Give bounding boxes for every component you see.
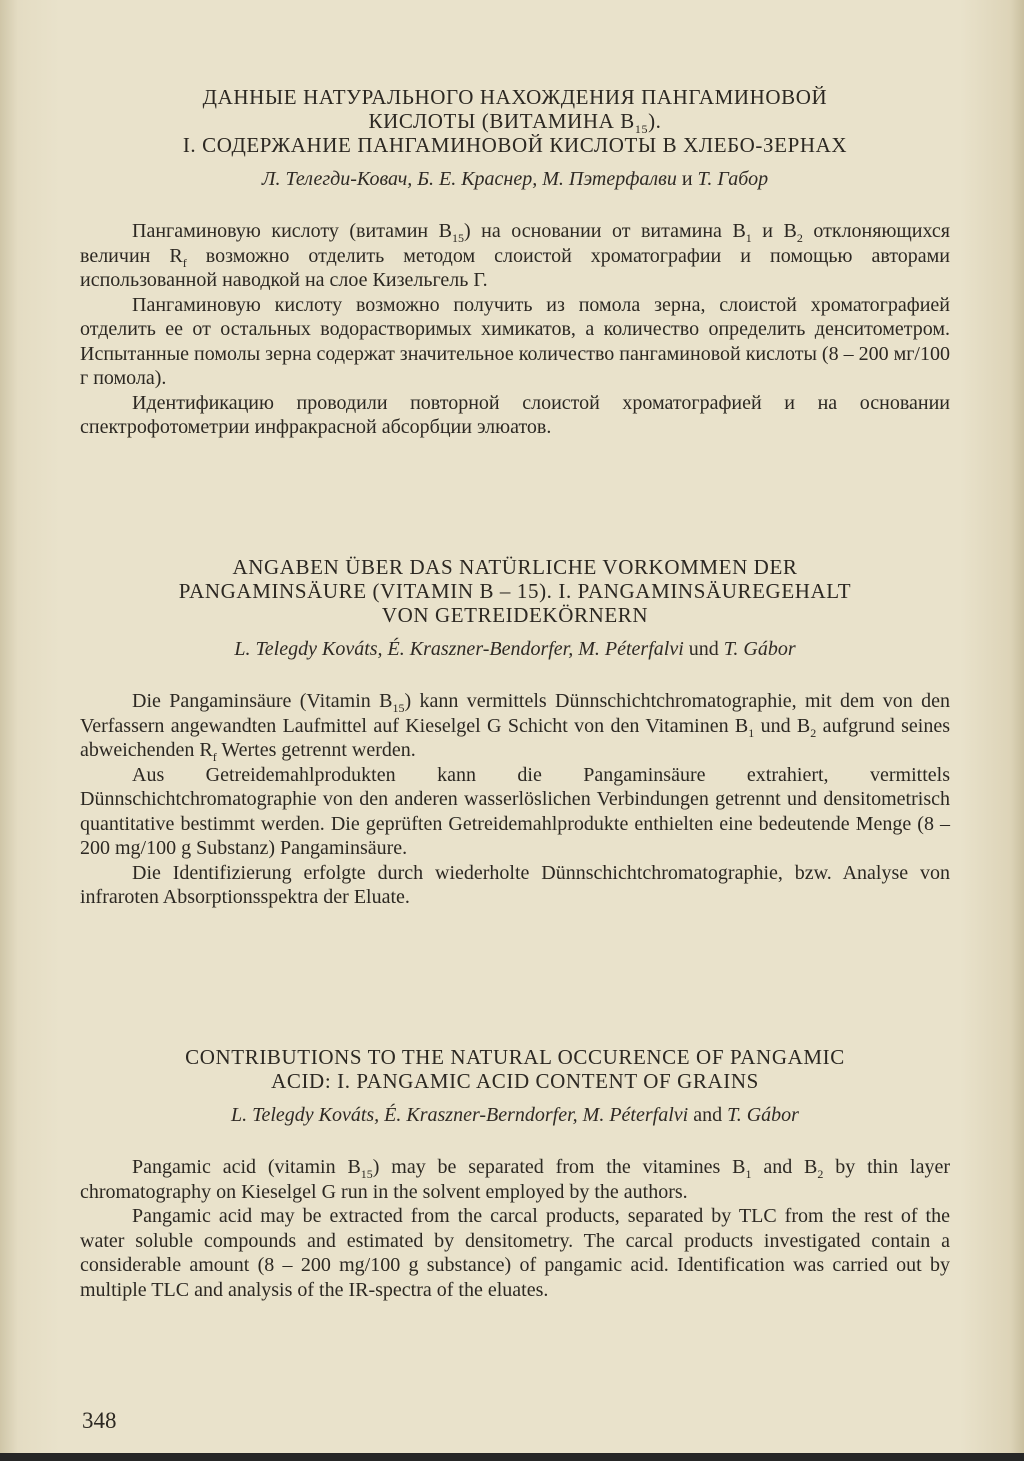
section-russian	[80, 85, 950, 440]
title-line: ACID: I. PANGAMIC ACID CONTENT OF GRAINS	[271, 1069, 759, 1093]
title-line: КИСЛОТЫ (ВИТАМИНА $B_{15}$).	[368, 109, 662, 137]
abstract-paragraph: Aus Getreidemahlprodukten kann die Pangaminsäure extrahiert, vermittels Dünnschichtchromatographie von den anderen wasserlöslichen Verbindungen getrennt und densitometrisch quantitative bestimmt werden. Die geprüften Getreidemahlprodukte enthielten eine bedeutende Menge (8 – 200 mg/100 g Substanz) Pangaminsäure.	[80, 763, 950, 859]
section-title	[80, 555, 950, 627]
abstract-paragraph: Pangamic acid (vitamin $B_{15}$) may be separated from the vitamines $B_1$ and $B_2$ by thin layer chromatography on Kieselgel G run in the solvent employed by the authors.	[80, 1156, 950, 1203]
page-number: 348	[82, 1408, 117, 1433]
section-german	[80, 555, 950, 910]
section-title	[80, 85, 950, 157]
abstract-paragraph: Die Pangaminsäure (Vitamin $B_{15}$) kann vermittels Dünnschichtchromatographie, mit dem von den Verfassern angewandten Laufmittel auf Kieselgel G Schicht von den Vitaminen $B_1$ und $B_2$ aufgrund seines abweichenden $R_f$ Wertes getrennt werden.	[80, 690, 951, 764]
abstract	[80, 1155, 950, 1302]
section-title	[80, 1045, 950, 1093]
abstract	[80, 219, 950, 440]
title-line: ДАННЫЕ НАТУРАЛЬНОГО НАХОЖДЕНИЯ ПАНГАМИНОВОЙ	[202, 85, 828, 109]
title-line: PANGAMINSÄURE (VITAMIN B – 15). I. PANGAMINSÄUREGEHALT	[178, 579, 852, 603]
abstract-paragraph: Die Identifizierung erfolgte durch wiederholte Dünnschichtchromatographie, bzw. Analyse von infraroten Absorptionsspektra der Eluate.	[80, 861, 950, 908]
abstract-paragraph: Пангаминовую кислоту (витамин $B_{15}$) на основании от витамина $B_1$ и $B_2$ отклоняющихся величин $R_f$ возможно отделить методом слоистой хроматографии и помощью авторами использованной наводкой на слое Кизельгель Г.	[80, 220, 950, 291]
abstract	[80, 689, 950, 910]
abstract-paragraph: Пангаминовую кислоту возможно получить из помола зерна, слоистой хроматографией отделить ее от остальных водорастворимых химикатов, а количество определить денситометром. Испытанные помолы зерна содержат значительное количество пангаминовой кислоты (8 – 200 мг/100 г помола).	[80, 293, 950, 389]
abstract-paragraph: Идентификацию проводили повторной слоистой хроматографией и на основании спектрофотометрии инфракрасной абсорбции элюатов.	[80, 391, 950, 438]
authors-line: Л. Телегди-Ковач, Б. Е. Краснер, М. Пэтерфалви и Т. Габор	[261, 168, 769, 190]
title-line: CONTRIBUTIONS TO THE NATURAL OCCURENCE OF PANGAMIC	[185, 1045, 845, 1069]
abstract-paragraph: Pangamic acid may be extracted from the carcal products, separated by TLC from the rest of the water soluble compounds and estimated by densitometry. The carcal products investigated contain a considerable amount (8 – 200 mg/100 g substance) of pangamic acid. Identification was carried out by multiple TLC and analysis of the IR-spectra of the eluates.	[80, 1205, 950, 1301]
authors-line: L. Telegdy Kováts, É. Kraszner-Bendorfer, M. Péterfalvi und T. Gábor	[234, 638, 796, 660]
authors-line: L. Telegdy Kováts, É. Kraszner-Berndorfer, M. Péterfalvi and T. Gábor	[231, 1104, 799, 1126]
title-line: I. СОДЕРЖАНИЕ ПАНГАМИНОВОЙ КИСЛОТЫ В ХЛЕБО-ЗЕРНАХ	[182, 133, 848, 157]
section-english	[80, 1045, 950, 1302]
title-line: VON GETREIDEKÖRNERN	[381, 603, 649, 627]
title-line: ANGABEN ÜBER DAS NATÜRLICHE VORKOMMEN DER	[232, 555, 798, 579]
page-bottom-edge	[0, 1453, 1024, 1461]
